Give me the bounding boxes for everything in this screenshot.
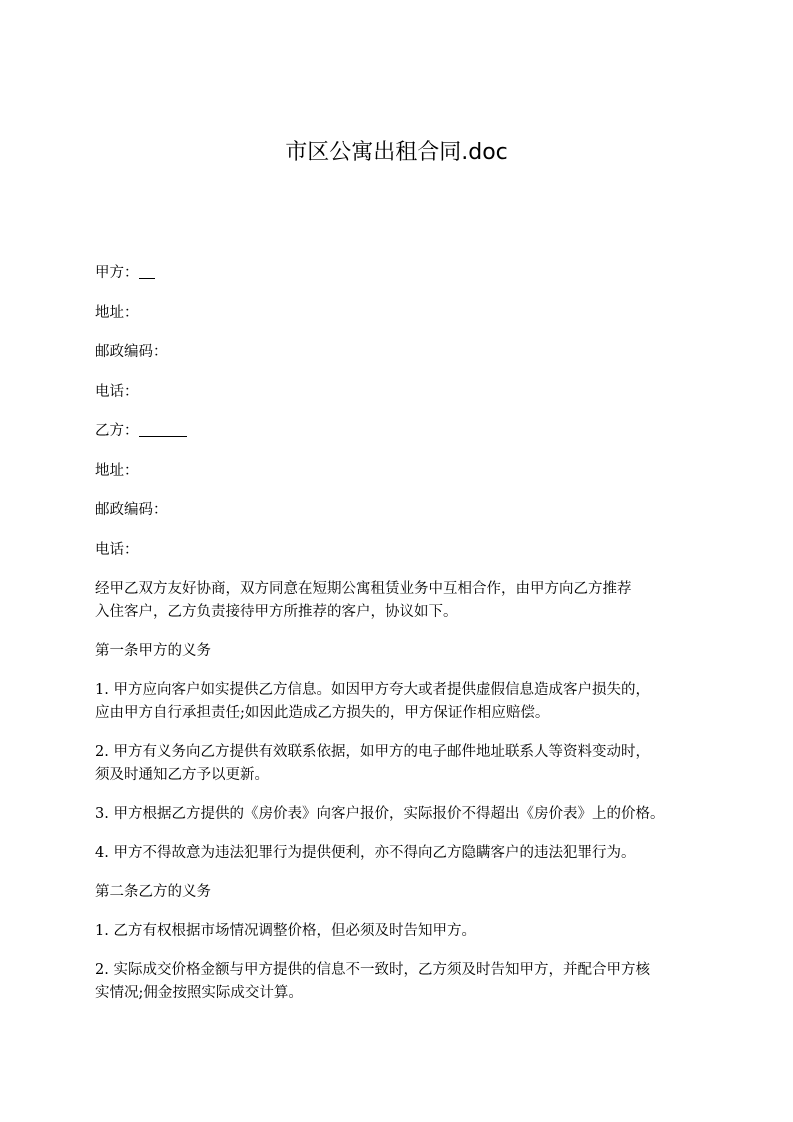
article-1-clause-3 [95,803,725,826]
clause-line: 实情况;佣金按照实际成交计算。 [95,985,303,1001]
clause-line: 1. 甲方应向客户如实提供乙方信息。如因甲方夸大或者提供虚假信息造成客户损失的， [95,682,650,698]
party-a-line [95,262,725,284]
party-a-phone: 电话： [95,383,139,400]
clause-line: 3. 甲方根据乙方提供的《房价表》向客户报价，实际报价不得超出《房价表》上的价格。 [95,806,665,822]
article-1-clause-4 [95,842,725,865]
article-1-clause-1 [95,679,725,725]
document-body [95,262,725,1021]
intro-line: 经甲乙双方友好协商，双方同意在短期公寓租赁业务中互相合作，由甲方向乙方推荐 [95,581,632,597]
party-b-address: 地址： [95,462,139,479]
party-b-postcode: 邮政编码： [95,502,168,518]
party-b-line [95,420,725,442]
clause-line: 须及时通知乙方予以更新。 [95,767,269,783]
intro-line: 入住客户，乙方负责接待甲方所推荐的客户，协议如下。 [95,604,458,620]
party-a-postcode: 邮政编码： [95,344,168,360]
article-1-heading: 第一条甲方的义务 [95,643,211,659]
party-b-blank [139,422,187,437]
clause-line: 2. 甲方有义务向乙方提供有效联系依据，如甲方的电子邮件地址联系人等资料变动时， [95,744,650,760]
clause-line: 应由甲方自行承担责任;如因此造成乙方损失的，甲方保证作相应赔偿。 [95,705,550,721]
clause-line: 2. 实际成交价格金额与甲方提供的信息不一致时，乙方须及时告知甲方，并配合甲方核 [95,962,650,978]
article-1-clause-2 [95,741,725,787]
party-a-blank [139,264,155,279]
intro-paragraph [95,578,725,624]
party-a-address: 地址： [95,304,139,321]
clause-line: 4. 甲方不得故意为违法犯罪行为提供便利，亦不得向乙方隐瞒客户的违法犯罪行为。 [95,845,636,861]
clause-line: 1. 乙方有权根据市场情况调整价格，但必须及时告知甲方。 [95,923,476,939]
party-a-label: 甲方： [95,265,139,281]
article-2-clause-1 [95,920,725,943]
party-b-phone: 电话： [95,541,139,558]
article-2-clause-2 [95,959,725,1005]
document-title: 市区公寓出租合同.doc [285,140,508,165]
article-2-heading: 第二条乙方的义务 [95,884,211,900]
party-b-label: 乙方： [95,423,139,439]
